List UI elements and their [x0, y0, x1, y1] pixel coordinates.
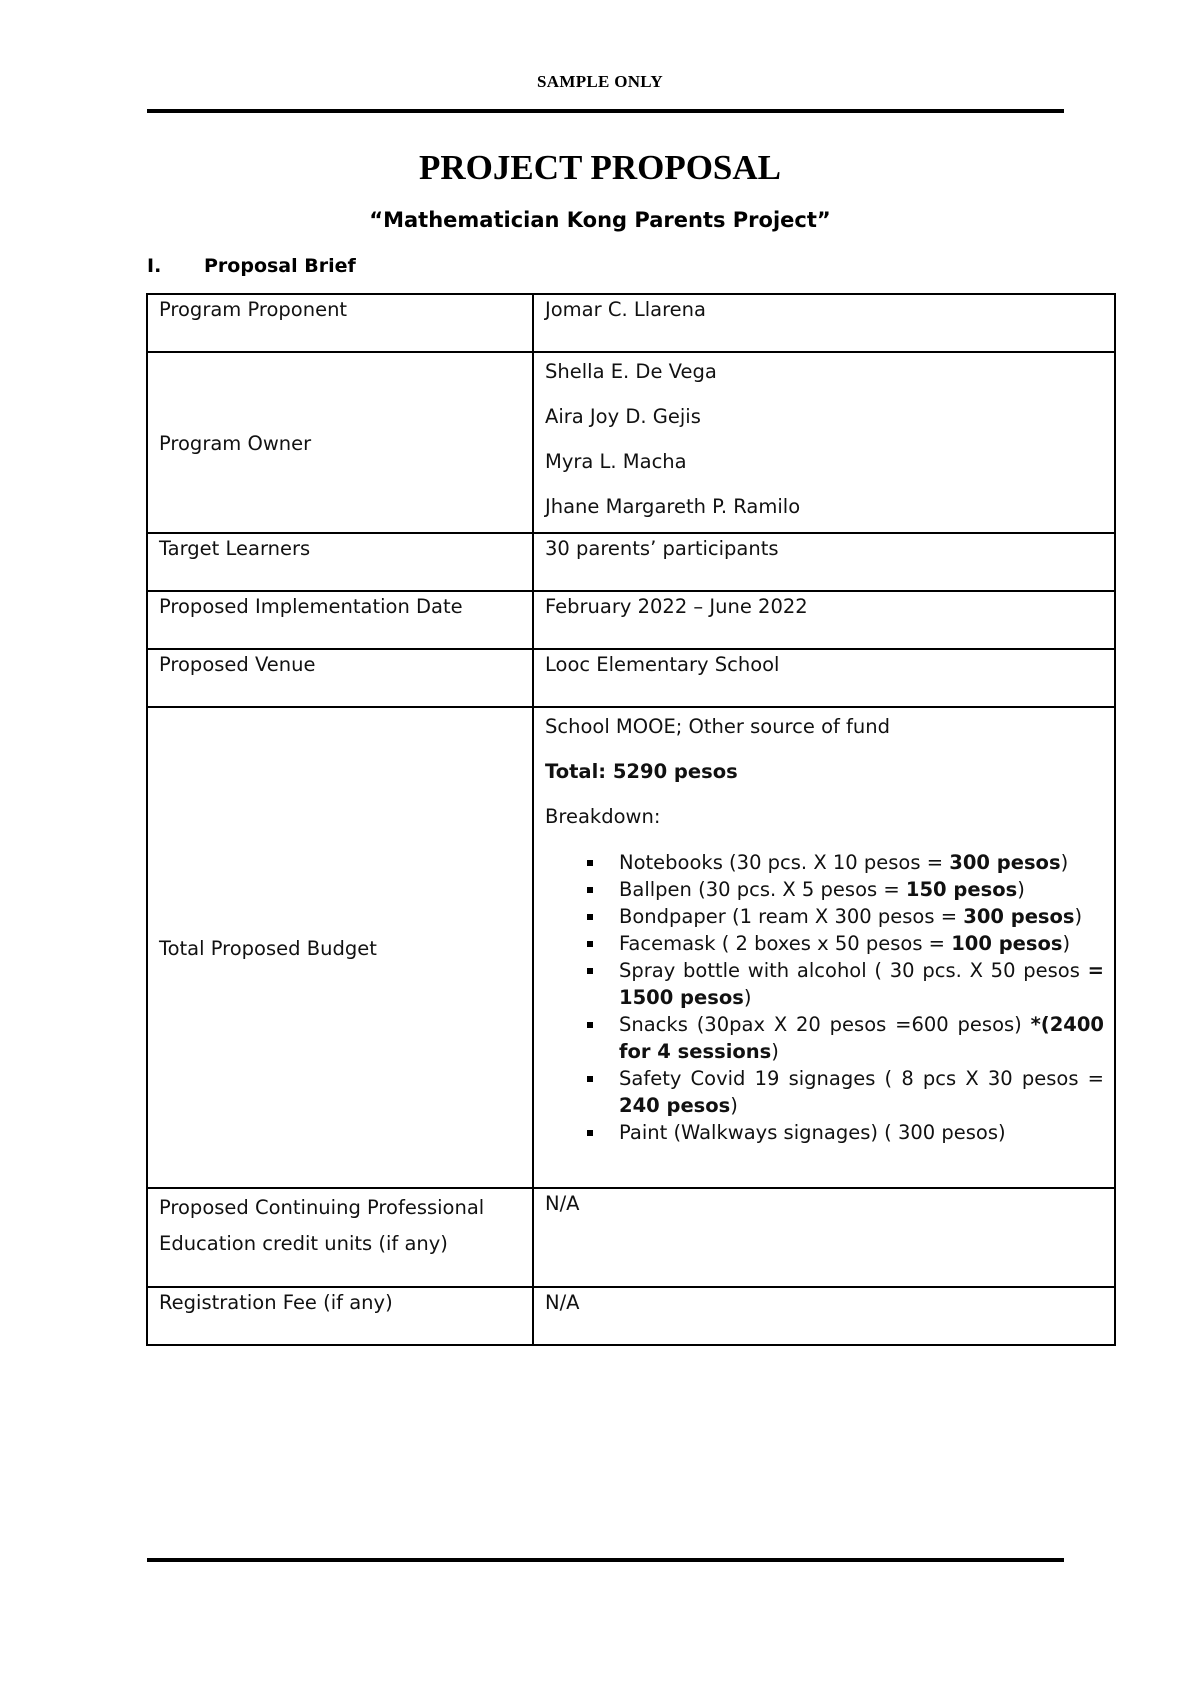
footer-rule: [147, 1558, 1064, 1562]
budget-label: Total Proposed Budget: [147, 707, 533, 1188]
venue-label: Proposed Venue: [147, 649, 533, 707]
list-item: Safety Covid 19 signages ( 8 pcs X 30 pesos = 240 pesos): [587, 1065, 1104, 1119]
list-item: Bondpaper (1 ream X 300 pesos = 300 pesos): [587, 903, 1104, 930]
section-heading: [147, 255, 356, 277]
cpd-label: [147, 1188, 533, 1287]
table-row: [147, 1287, 1115, 1345]
section-title: Proposal Brief: [204, 255, 356, 277]
learners-value: 30 parents’ participants: [533, 533, 1115, 591]
list-item: Spray bottle with alcohol ( 30 pcs. X 50 pesos = 1500 pesos): [587, 957, 1104, 1011]
cpd-label-line: Proposed Continuing Professional: [159, 1196, 485, 1219]
proponent-value: Jomar C. Llarena: [533, 294, 1115, 352]
learners-label: Target Learners: [147, 533, 533, 591]
budget-source: School MOOE; Other source of fund: [545, 715, 891, 738]
table-row: [147, 591, 1115, 649]
owner-name: Aira Joy D. Gejis: [545, 405, 701, 428]
fee-value: N/A: [533, 1287, 1115, 1345]
table-row: [147, 649, 1115, 707]
date-label: Proposed Implementation Date: [147, 591, 533, 649]
list-item: Notebooks (30 pcs. X 10 pesos = 300 pesos): [587, 849, 1104, 876]
list-item: Ballpen (30 pcs. X 5 pesos = 150 pesos): [587, 876, 1104, 903]
list-item: Facemask ( 2 boxes x 50 pesos = 100 pesos): [587, 930, 1104, 957]
venue-value: Looc Elementary School: [533, 649, 1115, 707]
project-subtitle: “Mathematician Kong Parents Project”: [369, 208, 831, 232]
owner-label: Program Owner: [147, 352, 533, 533]
list-item: Paint (Walkways signages) ( 300 pesos): [587, 1119, 1104, 1146]
owner-name: Myra L. Macha: [545, 450, 687, 473]
cpd-label-line: Education credit units (if any): [159, 1232, 448, 1255]
proposal-brief-table: [146, 293, 1116, 1346]
table-row: [147, 533, 1115, 591]
section-number: I.: [147, 255, 162, 277]
table-row: [147, 1188, 1115, 1287]
proponent-label: Program Proponent: [147, 294, 533, 352]
breakdown-label: Breakdown:: [545, 805, 661, 828]
document-title: PROJECT PROPOSAL: [418, 148, 782, 187]
header-rule: [147, 109, 1064, 113]
budget-value: [533, 707, 1115, 1188]
table-row: [147, 707, 1115, 1188]
table-row: [147, 294, 1115, 352]
budget-total: Total: 5290 pesos: [545, 760, 738, 783]
cpd-value: N/A: [533, 1188, 1115, 1287]
table-row: [147, 352, 1115, 533]
document-header: SAMPLE ONLY: [537, 72, 663, 91]
list-item: Snacks (30pax X 20 pesos =600 pesos) *(2400 for 4 sessions): [587, 1011, 1104, 1065]
owner-value: [533, 352, 1115, 533]
date-value: February 2022 – June 2022: [533, 591, 1115, 649]
owner-name: Jhane Margareth P. Ramilo: [545, 495, 801, 518]
fee-label: Registration Fee (if any): [147, 1287, 533, 1345]
owner-name: Shella E. De Vega: [545, 360, 717, 383]
budget-breakdown-list: [545, 849, 1104, 1146]
